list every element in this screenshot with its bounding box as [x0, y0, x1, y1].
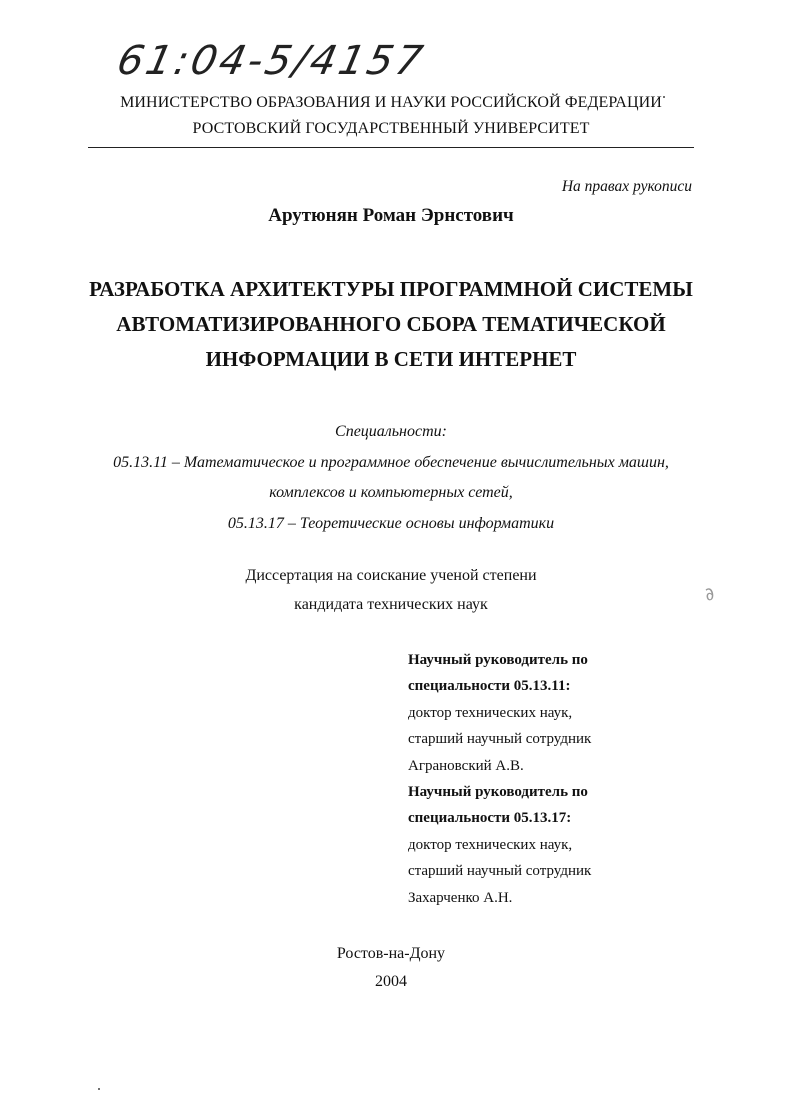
university-header: РОСТОВСКИЙ ГОСУДАРСТВЕННЫЙ УНИВЕРСИТЕТ — [192, 120, 590, 137]
year: 2004 — [375, 973, 407, 990]
supervisors-block — [408, 647, 591, 911]
thesis-title — [0, 272, 788, 377]
supervisor-name: Аграновский А.В. — [408, 757, 524, 774]
specialties-block — [0, 417, 788, 539]
supervisor-heading: специальности 05.13.11: — [408, 678, 571, 695]
specialty-line: комплексов и компьютерных сетей, — [269, 484, 513, 501]
title-line: ИНФОРМАЦИИ В СЕТИ ИНТЕРНЕТ — [205, 347, 577, 371]
degree-line: Диссертация на соискание ученой степени — [245, 567, 537, 584]
supervisor-position: старший научный сотрудник — [408, 863, 592, 880]
specialty-line: 05.13.17 – Теоретические основы информатики — [227, 514, 555, 532]
supervisor-heading: Научный руководитель по — [408, 784, 588, 801]
specialty-line: 05.13.11 – Математическое и программное обеспечение вычислительных машин, — [113, 453, 669, 471]
scan-speck — [98, 1088, 100, 1090]
supervisor-heading: Научный руководитель по — [408, 652, 588, 668]
supervisor-degree: доктор технических наук, — [408, 836, 573, 853]
margin-pencil-mark: ∂ — [701, 583, 718, 606]
scan-speck — [663, 96, 665, 98]
author-name: Арутюнян Роман Эрнстович — [268, 205, 514, 226]
city: Ростов-на-Дону — [336, 945, 446, 962]
supervisor-heading: специальности 05.13.17: — [408, 810, 572, 827]
handwritten-archive-code: 61:04-5/4157 — [113, 38, 430, 84]
manuscript-rights-note: На правах рукописи — [561, 178, 692, 195]
degree-statement — [0, 561, 788, 619]
specialties-heading: Специальности: — [335, 423, 447, 440]
title-line: АВТОМАТИЗИРОВАННОГО СБОРА ТЕМАТИЧЕСКОЙ — [116, 312, 666, 336]
title-line: РАЗРАБОТКА АРХИТЕКТУРЫ ПРОГРАММНОЙ СИСТЕМЫ — [89, 277, 693, 301]
header-divider — [88, 147, 694, 148]
degree-line: кандидата технических наук — [294, 596, 488, 613]
supervisor-degree: доктор технических наук, — [408, 704, 573, 721]
supervisor-position: старший научный сотрудник — [408, 731, 592, 748]
place-and-year — [0, 940, 788, 996]
supervisor-name: Захарченко А.Н. — [408, 889, 513, 906]
ministry-header: МИНИСТЕРСТВО ОБРАЗОВАНИЯ И НАУКИ РОССИЙСКОЙ ФЕДЕРАЦИИ — [120, 94, 662, 111]
